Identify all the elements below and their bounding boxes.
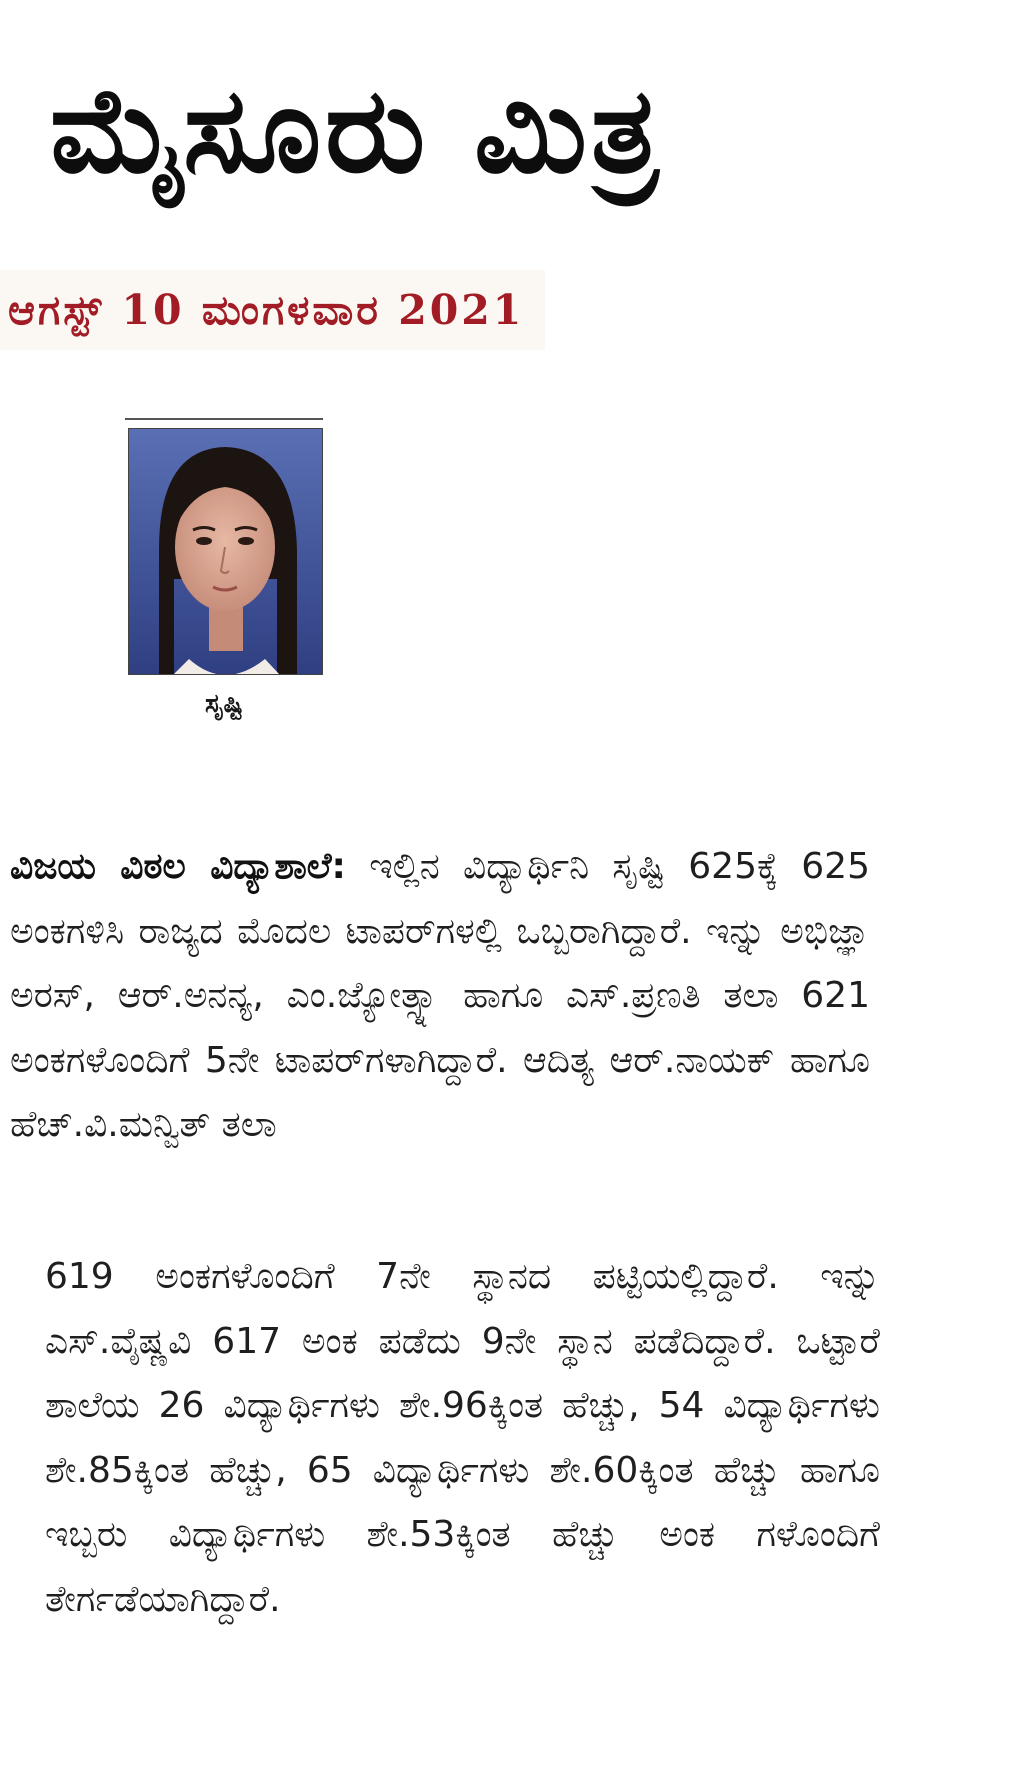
dateline-text: ಆಗಸ್ಟ್ 10 ಮಂಗಳವಾರ 2021: [8, 286, 525, 334]
portrait-illustration: [129, 429, 322, 674]
article-body-1: ಇಲ್ಲಿನ ವಿದ್ಯಾರ್ಥಿನಿ ಸೃಷ್ಟಿ 625ಕ್ಕೆ 625 ಅಂಕಗಳಿಸಿ ರಾಜ್ಯದ ಮೊದಲ ಟಾಪರ್‌ಗಳಲ್ಲಿ ಒಬ್ಬರಾಗಿದ್ದಾರೆ. ಇನ್ನು ಅಭಿಜ್ಞಾ ಅರಸ್, ಆರ್.ಅನನ್ಯ, ಎಂ.ಜ್ಯೋತ್ಸ್ನಾ ಹಾಗೂ ಎಸ್.ಪ್ರಣತಿ ತಲಾ 621 ಅಂಕಗಳೊಂದಿಗೆ 5ನೇ ಟಾಪರ್‌ಗಳಾಗಿದ್ದಾರೆ. ಆದಿತ್ಯ ಆರ್.ನಾಯಕ್ ಹಾಗೂ ಹೆಚ್.ವಿ.ಮನ್ವಿತ್ ತಲಾ: [10, 846, 870, 1146]
student-photo: [128, 428, 323, 675]
article-paragraph-1: [10, 835, 870, 1225]
photo-caption: ಸೃಷ್ಟಿ: [204, 689, 244, 719]
dateline-band: [0, 270, 545, 350]
newspaper-masthead: ಮೈಸೂರು ಮಿತ್ರ: [50, 61, 663, 199]
article-lead: ವಿಜಯ ವಿಠಲ ವಿದ್ಯಾಶಾಲೆ:: [10, 846, 346, 887]
photo-top-rule: [125, 418, 323, 420]
article-paragraph-2: 619 ಅಂಕಗಳೊಂದಿಗೆ 7ನೇ ಸ್ಥಾನದ ಪಟ್ಟಿಯಲ್ಲಿದ್ದಾರೆ. ಇನ್ನು ಎಸ್.ವೈಷ್ಣವಿ 617 ಅಂಕ ಪಡೆದು 9ನೇ ಸ್ಥಾನ ಪಡೆದಿದ್ದಾರೆ. ಒಟ್ಟಾರೆ ಶಾಲೆಯ 26 ವಿದ್ಯಾರ್ಥಿಗಳು ಶೇ.96ಕ್ಕಿಂತ ಹೆಚ್ಚು, 54 ವಿದ್ಯಾರ್ಥಿಗಳು ಶೇ.85ಕ್ಕಿಂತ ಹೆಚ್ಚು, 65 ವಿದ್ಯಾರ್ಥಿಗಳು ಶೇ.60ಕ್ಕಿಂತ ಹೆಚ್ಚು ಹಾಗೂ ಇಬ್ಬರು ವಿದ್ಯಾರ್ಥಿಗಳು ಶೇ.53ಕ್ಕಿಂತ ಹೆಚ್ಚು ಅಂಕ ಗಳೊಂದಿಗೆ ತೇರ್ಗಡೆಯಾಗಿದ್ದಾರೆ.: [45, 1256, 880, 1620]
